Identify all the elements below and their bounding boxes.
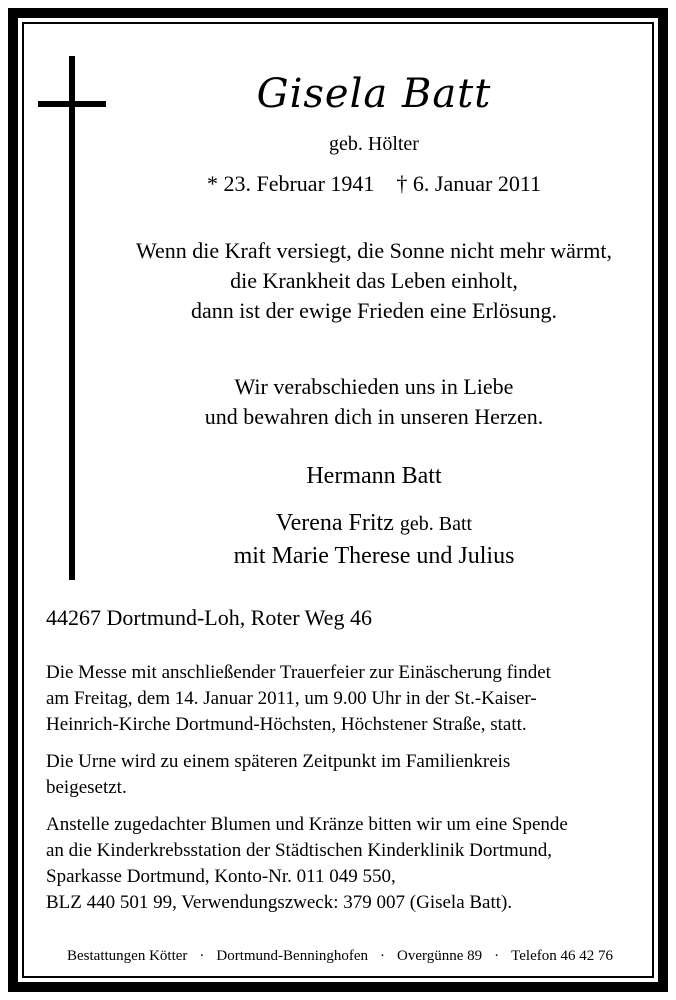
farewell-line: Wir verabschieden uns in Liebe [234, 374, 514, 399]
poem [90, 236, 658, 326]
donation-info [46, 812, 646, 916]
footer-separator: · [494, 948, 500, 964]
service-info-line: Heinrich-Kirche Dortmund-Höchsten, Höchstener Straße, statt. [46, 714, 527, 735]
service-info [46, 660, 646, 738]
mourner-verena-born-name: geb. Batt [399, 513, 473, 535]
poem-line: Wenn die Kraft versiegt, die Sonne nicht mehr wärmt, [136, 238, 612, 263]
birth-date: * 23. Februar 1941 [206, 171, 375, 196]
deceased-name: Gisela Batt [256, 71, 492, 117]
poem-line: die Krankheit das Leben einholt, [230, 268, 518, 293]
urn-info-line: beigesetzt. [46, 777, 127, 798]
farewell-text [90, 372, 658, 432]
urn-info [46, 749, 646, 801]
farewell-line: und bewahren dich in unseren Herzen. [204, 404, 544, 429]
service-info-line: Die Messe mit anschließender Trauerfeier zur Einäscherung findet [46, 662, 551, 683]
donation-info-line: Sparkasse Dortmund, Konto-Nr. 011 049 550, [46, 866, 396, 887]
mourner-verena [90, 507, 658, 540]
donation-info-line: Anstelle zugedachter Blumen und Kränze bitten wir um eine Spende [46, 814, 568, 835]
mourner-hermann: Hermann Batt [306, 463, 442, 489]
life-dates [90, 170, 658, 198]
family-address: 44267 Dortmund-Loh, Roter Weg 46 [46, 605, 372, 630]
funeral-home-phone: Telefon 46 42 76 [511, 948, 613, 964]
cross-vertical-bar [69, 56, 75, 580]
mourner-grandchildren: mit Marie Therese und Julius [233, 543, 515, 569]
funeral-home-footer [40, 946, 640, 966]
funeral-home-location: Dortmund-Benninghofen [216, 948, 369, 964]
donation-info-line: an die Kinderkrebsstation der Städtischen Kinderklinik Dortmund, [46, 840, 553, 861]
footer-separator: · [199, 948, 205, 964]
mourner-verena-name: Verena Fritz [275, 510, 394, 536]
funeral-home-name: Bestattungen Kötter [67, 948, 188, 964]
poem-line: dann ist der ewige Frieden eine Erlösung. [191, 298, 557, 323]
footer-separator: · [380, 948, 386, 964]
funeral-home-street: Overgünne 89 [397, 948, 483, 964]
born-name: geb. Hölter [329, 133, 419, 155]
death-date: † 6. Januar 2011 [396, 171, 542, 196]
service-info-line: am Freitag, dem 14. Januar 2011, um 9.00 Uhr in der St.-Kaiser- [46, 688, 537, 709]
donation-info-line: BLZ 440 501 99, Verwendungszweck: 379 007 (Gisela Batt). [46, 892, 513, 913]
urn-info-line: Die Urne wird zu einem späteren Zeitpunkt im Familienkreis [46, 751, 511, 772]
